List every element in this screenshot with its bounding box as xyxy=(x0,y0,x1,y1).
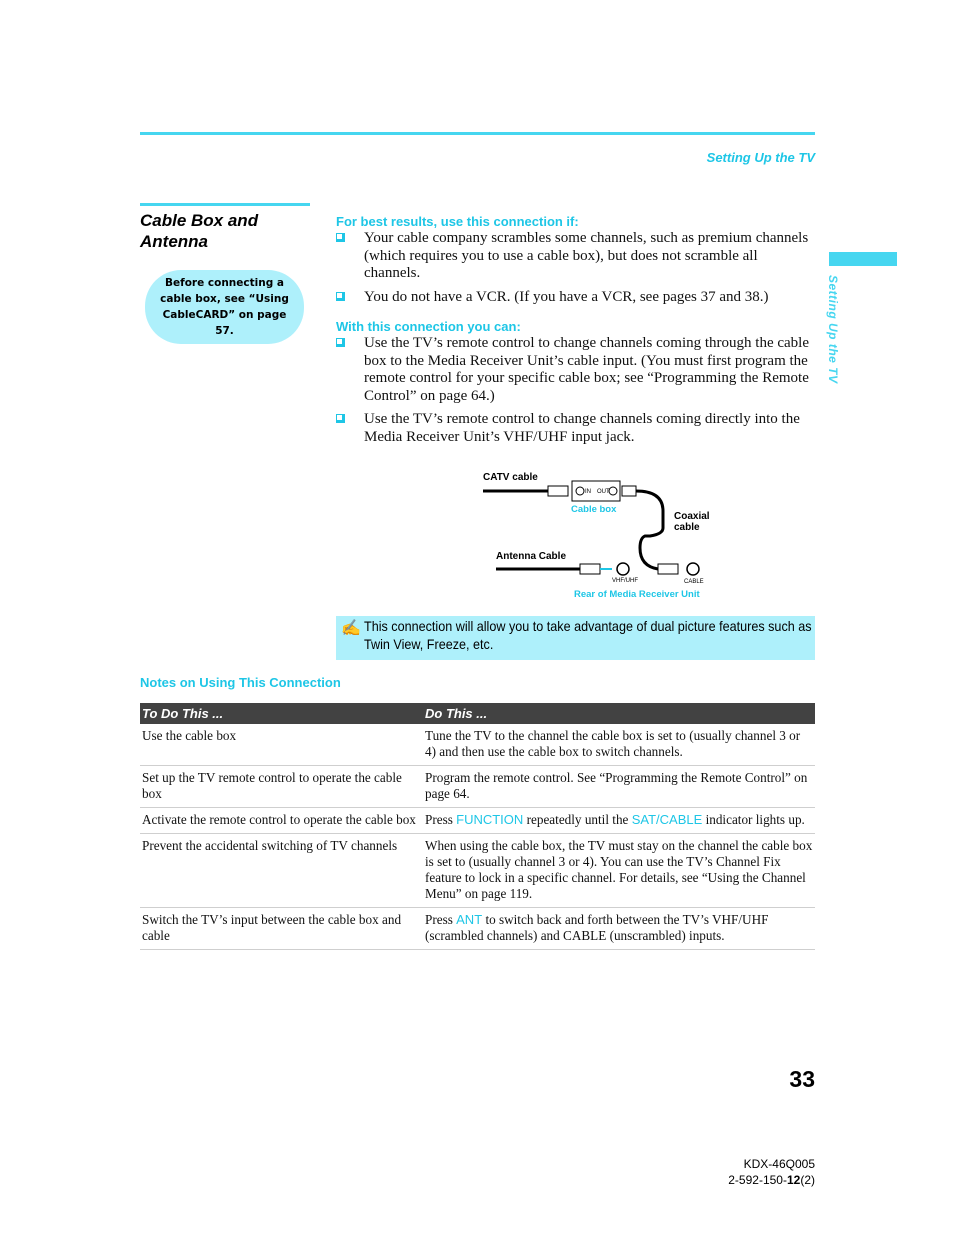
cable-box-label: Cable box xyxy=(571,504,617,515)
function-button-ref: FUNCTION xyxy=(456,812,524,827)
best-results-heading: For best results, use this connection if: xyxy=(336,214,579,229)
vhf-uhf-jack-icon xyxy=(617,563,629,575)
table-cell-todo: Use the cable box xyxy=(140,724,423,766)
list-item: Use the TV’s remote control to change channels coming through the cable box to the Media Receiver Unit’s cable input. (You must first program the remote control for your specific cable box; see “Programming the Remote Control” on page 64.) xyxy=(336,335,816,405)
notes-table xyxy=(140,703,815,950)
vhf-uhf-label: VHF/UHF xyxy=(612,578,638,584)
coaxial-label-line2: cable xyxy=(674,522,700,533)
side-tab-marker xyxy=(829,252,897,266)
cablecard-note-text: Before connecting a cable box, see “Using CableCARD” on page 57. xyxy=(160,277,289,337)
note-text: This connection will allow you to take advantage of dual picture features such as Twin View, Freeze, etc. xyxy=(364,618,812,652)
section-title xyxy=(140,210,310,252)
page-number: 33 xyxy=(789,1066,815,1092)
table-cell-dothis: Press FUNCTION repeatedly until the SAT/CABLE indicator lights up. xyxy=(423,808,815,834)
catv-connector-icon xyxy=(548,486,568,496)
footer-model: KDX-46Q005 xyxy=(743,1157,815,1171)
section-title-line1: Cable Box and xyxy=(140,211,259,230)
box-out-label: OUT xyxy=(597,489,610,495)
table-header-row xyxy=(140,703,815,724)
coaxial-cable-line xyxy=(636,491,663,569)
antenna-connector-icon xyxy=(580,564,600,574)
title-rule xyxy=(140,203,310,206)
can-do-list xyxy=(336,335,816,446)
table-cell-todo: Activate the remote control to operate the cable box xyxy=(140,808,423,834)
box-in-label: IN xyxy=(585,489,591,495)
box-in-jack-icon xyxy=(576,487,584,495)
table-cell-todo: Set up the TV remote control to operate the cable box xyxy=(140,766,423,808)
coax-connector-icon xyxy=(622,486,636,496)
rear-unit-label: Rear of Media Receiver Unit xyxy=(574,589,700,600)
cablecard-note-bubble xyxy=(145,270,304,344)
list-item: Use the TV’s remote control to change channels coming directly into the Media Receiver Unit’s VHF/UHF input jack. xyxy=(336,411,816,446)
checkbox-bullet-icon xyxy=(336,338,345,347)
can-do-heading: With this connection you can: xyxy=(336,319,521,334)
footer-code: 2-592-150-12(2) xyxy=(728,1173,815,1187)
running-head: Setting Up the TV xyxy=(706,150,815,165)
footer xyxy=(728,1156,815,1188)
checkbox-bullet-icon xyxy=(336,233,345,242)
checkbox-bullet-icon xyxy=(336,292,345,301)
list-item: You do not have a VCR. (If you have a VCR, see pages 37 and 38.) xyxy=(336,289,816,307)
checkbox-bullet-icon xyxy=(336,414,345,423)
best-results-list xyxy=(336,230,816,306)
table-row xyxy=(140,908,815,950)
best-results-section xyxy=(336,214,816,310)
table-cell-dothis: When using the cable box, the TV must stay on the channel the cable box is set to (usually channel 3 or 4). You can use the TV’s Channel Fix feature to lock in a specific channel. For details, see “Using the Channel Menu” on page 119. xyxy=(423,834,815,908)
list-item: Your cable company scrambles some channels, such as premium channels (which requires you to use a cable box), but does not scramble all channels. xyxy=(336,230,816,283)
sat-cable-indicator-ref: SAT/CABLE xyxy=(631,812,703,827)
connection-diagram xyxy=(480,466,740,606)
table-row xyxy=(140,724,815,766)
top-rule xyxy=(140,132,815,135)
cable-jack-label: CABLE xyxy=(684,579,704,585)
antenna-cable-label: Antenna Cable xyxy=(496,551,567,562)
table-cell-todo: Switch the TV’s input between the cable box and cable xyxy=(140,908,423,950)
ant-button-ref: ANT xyxy=(456,912,483,927)
table-header-todo: To Do This ... xyxy=(140,703,423,724)
table-header-dothis: Do This ... xyxy=(423,703,815,724)
table-row xyxy=(140,808,815,834)
pencil-note-icon: ✍ xyxy=(341,620,361,637)
section-title-line2: Antenna xyxy=(140,232,208,251)
cable-connector-icon xyxy=(658,564,678,574)
table-cell-dothis: Program the remote control. See “Programming the Remote Control” on page 64. xyxy=(423,766,815,808)
table-cell-todo: Prevent the accidental switching of TV channels xyxy=(140,834,423,908)
table-cell-dothis: Press ANT to switch back and forth between the TV’s VHF/UHF (scrambled channels) and CABLE (unscrambled) inputs. xyxy=(423,908,815,950)
cable-jack-icon xyxy=(687,563,699,575)
coaxial-label-line1: Coaxial xyxy=(674,511,710,522)
table-row xyxy=(140,834,815,908)
can-do-section xyxy=(336,319,816,450)
notes-heading: Notes on Using This Connection xyxy=(140,675,341,690)
side-tab-text: Setting Up the TV xyxy=(826,275,840,384)
table-cell-dothis: Tune the TV to the channel the cable box is set to (usually channel 3 or 4) and then use the cable box to switch channels. xyxy=(423,724,815,766)
table-row xyxy=(140,766,815,808)
box-out-jack-icon xyxy=(609,487,617,495)
catv-cable-label: CATV cable xyxy=(483,472,538,483)
